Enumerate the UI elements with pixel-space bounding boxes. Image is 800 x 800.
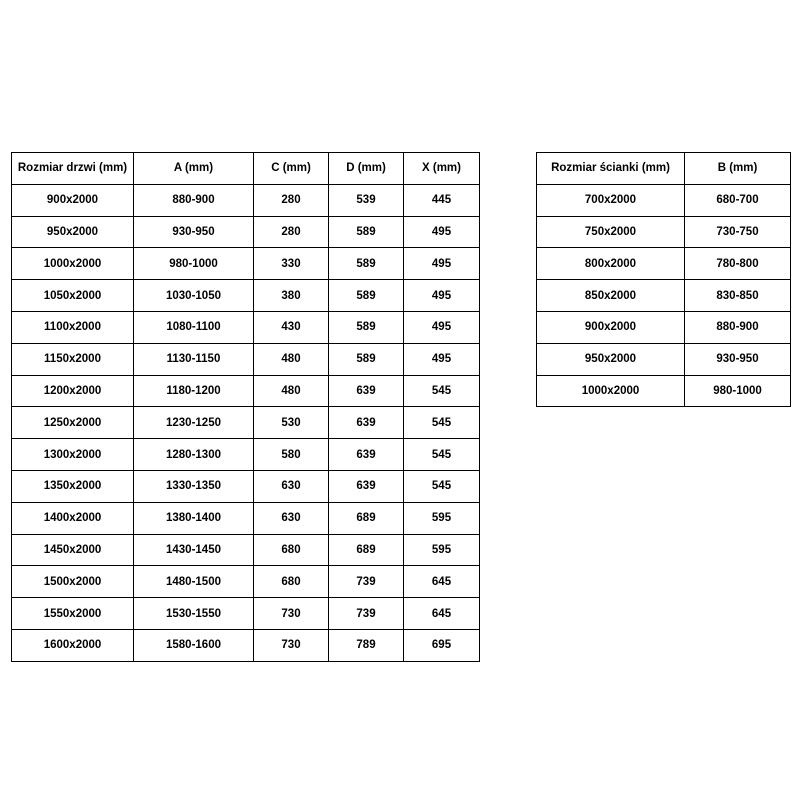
cell-door-size: 1250x2000 bbox=[12, 407, 134, 439]
cell-a: 1480-1500 bbox=[134, 566, 254, 598]
cell-d: 639 bbox=[329, 470, 404, 502]
cell-x: 495 bbox=[404, 311, 480, 343]
cell-wall-size: 900x2000 bbox=[537, 311, 685, 343]
doors-table-header bbox=[12, 153, 480, 185]
cell-x: 495 bbox=[404, 248, 480, 280]
cell-d: 589 bbox=[329, 343, 404, 375]
column-header-b: B (mm) bbox=[685, 153, 791, 185]
cell-door-size: 1300x2000 bbox=[12, 439, 134, 471]
table-row bbox=[12, 343, 480, 375]
cell-x: 595 bbox=[404, 502, 480, 534]
cell-c: 680 bbox=[254, 566, 329, 598]
cell-a: 1180-1200 bbox=[134, 375, 254, 407]
cell-a: 1530-1550 bbox=[134, 598, 254, 630]
cell-a: 1230-1250 bbox=[134, 407, 254, 439]
cell-door-size: 1100x2000 bbox=[12, 311, 134, 343]
cell-x: 545 bbox=[404, 407, 480, 439]
cell-b: 830-850 bbox=[685, 280, 791, 312]
cell-a: 980-1000 bbox=[134, 248, 254, 280]
cell-a: 1130-1150 bbox=[134, 343, 254, 375]
cell-door-size: 1600x2000 bbox=[12, 629, 134, 661]
cell-a: 1580-1600 bbox=[134, 629, 254, 661]
cell-c: 280 bbox=[254, 216, 329, 248]
cell-d: 739 bbox=[329, 566, 404, 598]
table-row bbox=[12, 629, 480, 661]
cell-door-size: 1050x2000 bbox=[12, 280, 134, 312]
cell-a: 1430-1450 bbox=[134, 534, 254, 566]
table-row bbox=[537, 184, 791, 216]
table-row bbox=[12, 280, 480, 312]
cell-d: 639 bbox=[329, 439, 404, 471]
table-header-row bbox=[12, 153, 480, 185]
cell-door-size: 950x2000 bbox=[12, 216, 134, 248]
cell-d: 689 bbox=[329, 502, 404, 534]
table-row bbox=[12, 598, 480, 630]
table-row bbox=[537, 311, 791, 343]
cell-x: 595 bbox=[404, 534, 480, 566]
table-row bbox=[12, 566, 480, 598]
cell-c: 480 bbox=[254, 375, 329, 407]
cell-door-size: 1500x2000 bbox=[12, 566, 134, 598]
cell-b: 930-950 bbox=[685, 343, 791, 375]
table-row bbox=[12, 248, 480, 280]
cell-c: 330 bbox=[254, 248, 329, 280]
wall-table-body bbox=[537, 184, 791, 407]
cell-door-size: 1000x2000 bbox=[12, 248, 134, 280]
table-row bbox=[537, 216, 791, 248]
cell-d: 589 bbox=[329, 280, 404, 312]
cell-b: 880-900 bbox=[685, 311, 791, 343]
cell-c: 680 bbox=[254, 534, 329, 566]
table-row bbox=[12, 184, 480, 216]
cell-x: 495 bbox=[404, 343, 480, 375]
cell-x: 545 bbox=[404, 439, 480, 471]
cell-wall-size: 950x2000 bbox=[537, 343, 685, 375]
table-header-row bbox=[537, 153, 791, 185]
cell-x: 445 bbox=[404, 184, 480, 216]
table-row bbox=[12, 216, 480, 248]
cell-x: 645 bbox=[404, 566, 480, 598]
cell-d: 589 bbox=[329, 216, 404, 248]
cell-door-size: 1200x2000 bbox=[12, 375, 134, 407]
cell-b: 980-1000 bbox=[685, 375, 791, 407]
cell-wall-size: 800x2000 bbox=[537, 248, 685, 280]
cell-d: 689 bbox=[329, 534, 404, 566]
wall-table-header bbox=[537, 153, 791, 185]
table-row bbox=[537, 248, 791, 280]
cell-x: 495 bbox=[404, 280, 480, 312]
cell-a: 1280-1300 bbox=[134, 439, 254, 471]
cell-x: 695 bbox=[404, 629, 480, 661]
cell-door-size: 1450x2000 bbox=[12, 534, 134, 566]
cell-c: 630 bbox=[254, 470, 329, 502]
cell-door-size: 1350x2000 bbox=[12, 470, 134, 502]
cell-door-size: 1550x2000 bbox=[12, 598, 134, 630]
cell-c: 480 bbox=[254, 343, 329, 375]
table-row bbox=[12, 502, 480, 534]
cell-d: 639 bbox=[329, 407, 404, 439]
table-row bbox=[537, 343, 791, 375]
cell-c: 630 bbox=[254, 502, 329, 534]
cell-a: 1030-1050 bbox=[134, 280, 254, 312]
cell-x: 545 bbox=[404, 375, 480, 407]
cell-a: 1380-1400 bbox=[134, 502, 254, 534]
cell-c: 530 bbox=[254, 407, 329, 439]
doors-table-body bbox=[12, 184, 480, 661]
cell-d: 739 bbox=[329, 598, 404, 630]
cell-wall-size: 1000x2000 bbox=[537, 375, 685, 407]
cell-c: 430 bbox=[254, 311, 329, 343]
column-header-door-size: Rozmiar drzwi (mm) bbox=[12, 153, 134, 185]
cell-d: 789 bbox=[329, 629, 404, 661]
cell-c: 380 bbox=[254, 280, 329, 312]
cell-x: 545 bbox=[404, 470, 480, 502]
cell-x: 645 bbox=[404, 598, 480, 630]
column-header-d: D (mm) bbox=[329, 153, 404, 185]
column-header-x: X (mm) bbox=[404, 153, 480, 185]
cell-c: 580 bbox=[254, 439, 329, 471]
table-row bbox=[12, 439, 480, 471]
cell-c: 730 bbox=[254, 598, 329, 630]
cell-wall-size: 700x2000 bbox=[537, 184, 685, 216]
cell-a: 930-950 bbox=[134, 216, 254, 248]
cell-d: 539 bbox=[329, 184, 404, 216]
cell-x: 495 bbox=[404, 216, 480, 248]
cell-c: 730 bbox=[254, 629, 329, 661]
cell-door-size: 1150x2000 bbox=[12, 343, 134, 375]
column-header-a: A (mm) bbox=[134, 153, 254, 185]
cell-a: 880-900 bbox=[134, 184, 254, 216]
cell-c: 280 bbox=[254, 184, 329, 216]
table-row bbox=[12, 534, 480, 566]
cell-d: 589 bbox=[329, 248, 404, 280]
shower-door-size-table bbox=[11, 152, 480, 662]
cell-wall-size: 750x2000 bbox=[537, 216, 685, 248]
cell-a: 1330-1350 bbox=[134, 470, 254, 502]
table-row bbox=[12, 470, 480, 502]
column-header-wall-size: Rozmiar ścianki (mm) bbox=[537, 153, 685, 185]
shower-wall-size-table bbox=[536, 152, 791, 407]
column-header-c: C (mm) bbox=[254, 153, 329, 185]
table-row bbox=[12, 375, 480, 407]
cell-b: 780-800 bbox=[685, 248, 791, 280]
cell-b: 680-700 bbox=[685, 184, 791, 216]
cell-door-size: 1400x2000 bbox=[12, 502, 134, 534]
table-row bbox=[537, 280, 791, 312]
table-row bbox=[12, 311, 480, 343]
table-row bbox=[12, 407, 480, 439]
cell-door-size: 900x2000 bbox=[12, 184, 134, 216]
cell-wall-size: 850x2000 bbox=[537, 280, 685, 312]
cell-b: 730-750 bbox=[685, 216, 791, 248]
cell-d: 589 bbox=[329, 311, 404, 343]
table-row bbox=[537, 375, 791, 407]
cell-a: 1080-1100 bbox=[134, 311, 254, 343]
cell-d: 639 bbox=[329, 375, 404, 407]
